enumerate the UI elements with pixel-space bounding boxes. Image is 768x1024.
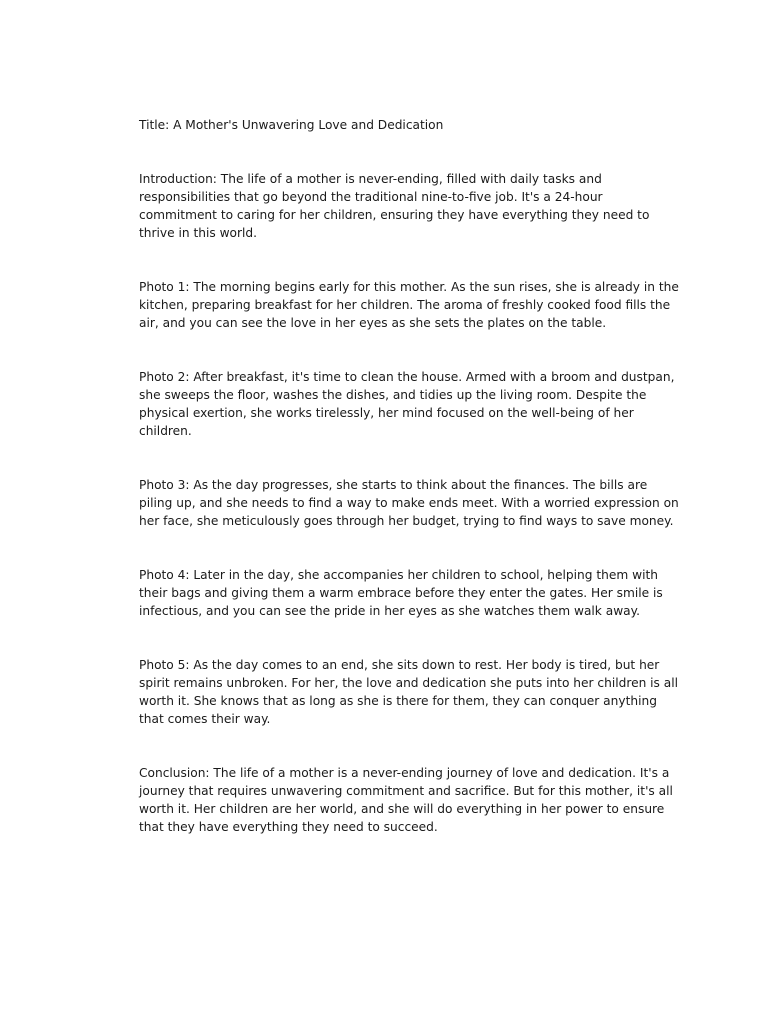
photo-2-paragraph: Photo 2: After breakfast, it's time to clean the house. Armed with a broom and dustpan, she sweeps the floor, washes the dishes, and tidies up the living room. Despite the physical exertion, she works tirelessly, her mind focused on the well-being of her children. bbox=[139, 370, 675, 438]
document-title: Title: A Mother's Unwavering Love and Dedication bbox=[139, 118, 444, 132]
introduction-paragraph: Introduction: The life of a mother is never-ending, filled with daily tasks and responsibilities that go beyond the traditional nine-to-five job. It's a 24-hour commitment to caring for her children, ensuring they have everything they need to thrive in this world. bbox=[139, 172, 650, 240]
photo-1-paragraph: Photo 1: The morning begins early for this mother. As the sun rises, she is already in the kitchen, preparing breakfast for her children. The aroma of freshly cooked food fills the air, and you can see the love in her eyes as she sets the plates on the table. bbox=[139, 280, 679, 330]
photo-4-paragraph: Photo 4: Later in the day, she accompanies her children to school, helping them with their bags and giving them a warm embrace before they enter the gates. Her smile is infectious, and you can see the pride in her eyes as she watches them walk away. bbox=[139, 568, 663, 618]
photo-3-paragraph: Photo 3: As the day progresses, she starts to think about the finances. The bills are piling up, and she needs to find a way to make ends meet. With a worried expression on her face, she meticulously goes through her budget, trying to find ways to save money. bbox=[139, 478, 679, 528]
photo-5-paragraph: Photo 5: As the day comes to an end, she sits down to rest. Her body is tired, but her spirit remains unbroken. For her, the love and dedication she puts into her children is all worth it. She knows that as long as she is there for them, they can conquer anything that comes their way. bbox=[139, 658, 679, 726]
document-body bbox=[139, 116, 679, 872]
conclusion-paragraph: Conclusion: The life of a mother is a never-ending journey of love and dedication. It's a journey that requires unwavering commitment and sacrifice. But for this mother, it's all worth it. Her children are her world, and she will do everything in her power to ensure that they have everything they need to succeed. bbox=[139, 766, 673, 834]
